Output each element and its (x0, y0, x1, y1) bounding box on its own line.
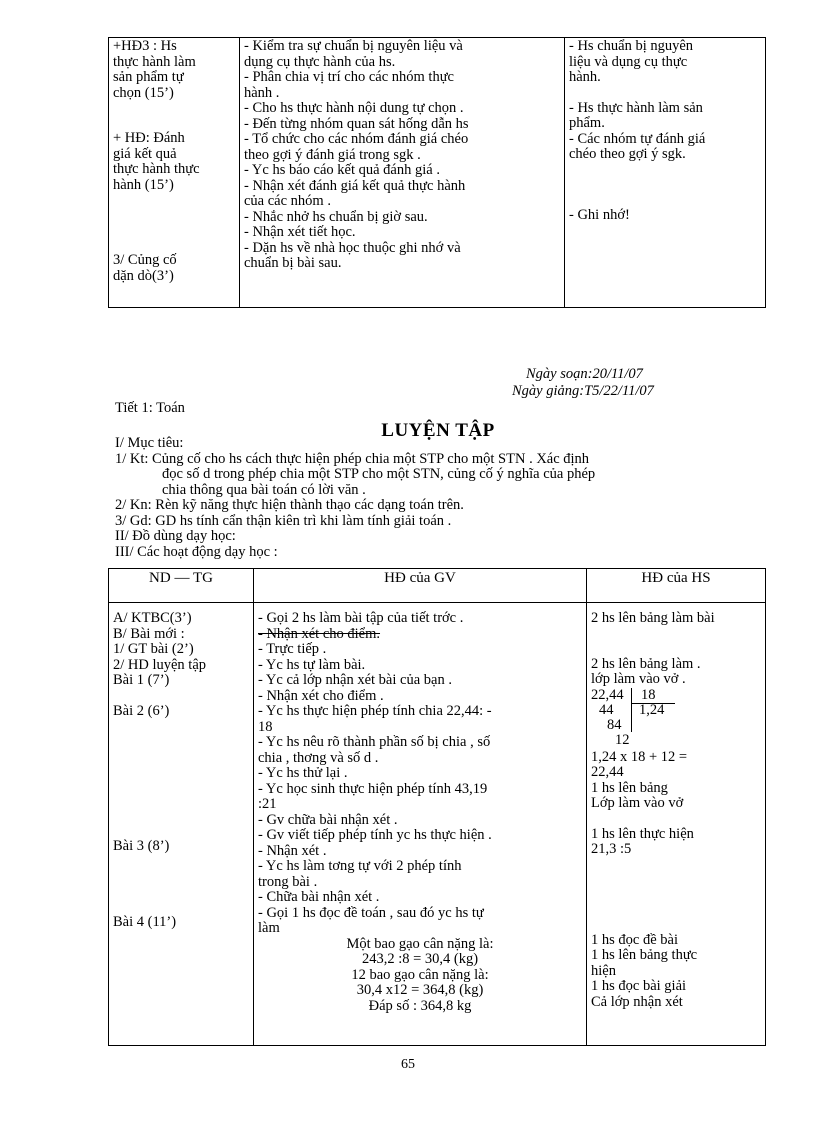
table1-col1 (109, 38, 240, 308)
solution-line: Một bao gạo cân nặng là: (346, 935, 494, 952)
table2-col1 (109, 603, 254, 1046)
t2-c2-line: 18 (258, 718, 273, 735)
t2-c1-line: 2/ HD luyện tập (113, 656, 207, 673)
t2-c3-line: 21,3 :5 (591, 841, 632, 857)
t2-c1-line: B/ Bài mới : (113, 625, 185, 642)
t1-c2-line: - Nhắc nhở hs chuẩn bị giờ sau. (244, 208, 428, 225)
t1-c1-line: thực hành làm (113, 53, 196, 70)
division-remainder-final: 12 (615, 731, 630, 748)
t2-c3-line: 1 hs đọc bài giải (591, 978, 687, 994)
t2-c1-line: A/ KTBC(3’) (113, 610, 192, 626)
t2-c3-line: 22,44 (591, 764, 624, 780)
t2-c3-line: 1 hs đọc đề bài (591, 931, 678, 948)
t2-c2-line: - Yc cả lớp nhận xét bài của bạn . (258, 672, 452, 688)
t1-c2-line: chuẩn bị bài sau. (244, 255, 342, 271)
t2-c2-line: - Yc hs thực hiện phép tính chia 22,44: - (258, 703, 492, 719)
t1-c3-line: - Hs thực hành làm sản (569, 99, 703, 116)
activities-table-main (108, 568, 766, 1046)
t1-c2-line: - Nhận xét tiết học. (244, 224, 356, 240)
t2-c1-line: 1/ GT bài (2’) (113, 641, 194, 657)
division-divisor: 18 (641, 686, 656, 703)
t2-c3-line: 1,24 x 18 + 12 = (591, 748, 688, 765)
t1-c2-line: - Yc hs báo cáo kết quả đánh giá . (244, 162, 440, 178)
t1-c2-line: - Phân chia vị trí cho các nhóm thực (244, 69, 454, 85)
table2-col3 (587, 603, 766, 1046)
solution-line: 30,4 x12 = 364,8 (kg) (356, 982, 484, 998)
t1-c1-line: 3/ Củng cố (113, 252, 177, 268)
problem-solution (258, 937, 582, 1015)
t2-c1-line: Bài 2 (6’) (113, 702, 170, 719)
header-student: HĐ của HS (587, 569, 766, 603)
table2-col2 (254, 603, 587, 1046)
t1-c2-line: - Cho hs thực hành nội dung tự chọn . (244, 100, 464, 116)
t1-c2-line: - Kiểm tra sự chuẩn bị nguyên liệu và (244, 38, 463, 54)
activities-table-top (108, 37, 766, 308)
long-division (591, 688, 761, 750)
t2-c2-line: - Trực tiếp . (258, 641, 327, 657)
division-vertical-line (631, 688, 632, 732)
t2-c2-line: làm (258, 920, 280, 936)
t2-c2-line: - Yc hs làm tơng tự với 2 phép tính (258, 858, 462, 874)
t1-c1-line: thực hành thực (113, 161, 200, 177)
t2-c2-line: - Nhận xét . (258, 842, 327, 859)
t1-c2-line: - Dặn hs về nhà học thuộc ghi nhớ và (244, 239, 461, 256)
dates-block (512, 366, 654, 400)
objective-gd: 3/ Gd: GD hs tính cẩn thận kiên trì khi làm tính giải toán . (115, 512, 452, 529)
t1-c1-line: hành (15’) (113, 176, 174, 193)
materials-heading: II/ Đồ dùng dạy học: (115, 528, 236, 544)
t1-c2-line: dụng cụ thực hành của hs. (244, 53, 396, 70)
t2-c2-line: chia , thơng và số d . (258, 749, 379, 766)
header-content-time: ND — TG (109, 569, 254, 603)
table1-col2 (240, 38, 565, 308)
table1-col3 (565, 38, 766, 308)
t2-c1-line: Bài 4 (11’) (113, 913, 177, 930)
t2-c3-line: Lớp làm vào vở (591, 795, 684, 811)
t1-c1-line: giá kết quả (113, 145, 177, 162)
t1-c3-line: chéo theo gợi ý sgk. (569, 146, 686, 162)
t2-c3-line: 1 hs lên bảng thực (591, 947, 698, 963)
t1-c2-line: - Đến từng nhóm quan sát hống dẫn hs (244, 115, 469, 132)
t2-c2-line: - Chữa bài nhận xét . (258, 889, 380, 905)
t2-c2-line: trong bài . (258, 873, 318, 890)
solution-line: 243,2 :8 = 30,4 (kg) (361, 951, 479, 967)
t1-c1-line: + HĐ: Đánh (113, 130, 185, 146)
t2-c3-line: 1 hs lên thực hiện (591, 825, 694, 842)
t2-c3-line: hiện (591, 962, 616, 979)
lesson-title: LUYỆN TẬP (381, 420, 495, 441)
t1-c3-line: - Các nhóm tự đánh giá (569, 130, 706, 147)
division-quotient: 1,24 (639, 701, 665, 718)
activities-heading: III/ Các hoạt động dạy học : (115, 543, 278, 560)
t1-c1-line: chọn (15’) (113, 84, 174, 101)
t2-c3-line: lớp làm vào vở . (591, 671, 686, 687)
t2-c2-line: - Nhận xét cho điểm. (258, 625, 381, 642)
objectives-heading: I/ Mục tiêu: (115, 435, 184, 451)
t1-c1-line: dặn dò(3’) (113, 267, 174, 284)
t1-c2-line: - Tổ chức cho các nhóm đánh giá chéo (244, 131, 469, 147)
t1-c2-line: của các nhóm . (244, 193, 331, 209)
division-dividend: 22,44 (591, 686, 624, 703)
t1-c3-line: hành. (569, 69, 601, 85)
t1-c2-line: theo gợi ý đánh giá trong sgk . (244, 146, 421, 163)
t2-c2-line: - Nhận xét cho điểm . (258, 687, 384, 704)
objective-kn: 2/ Kn: Rèn kỹ năng thực hiện thành thạo các dạng toán trên. (115, 497, 464, 513)
lesson-period: Tiết 1: Toán (115, 400, 185, 416)
t2-c2-line: - Gọi 1 hs đọc đề toán , sau đó yc hs tự (258, 904, 484, 921)
objective-kt-2: đọc số d trong phép chia một STP cho một STN, củng cố ý nghĩa của phép (162, 466, 596, 482)
t2-c3-line: 2 hs lên bảng làm . (591, 655, 701, 672)
header-teacher: HĐ của GV (254, 569, 587, 603)
date-giang: Ngày giảng:T5/22/11/07 (512, 383, 654, 399)
t2-c3-line: 2 hs lên bảng làm bài (591, 610, 715, 626)
objectives (115, 436, 595, 560)
t1-c3-line: - Hs chuẩn bị nguyên (569, 38, 694, 54)
t2-c2-line: - Yc hs nêu rõ thành phần số bị chia , số (258, 734, 491, 750)
division-remainder-2: 84 (607, 716, 622, 733)
t1-c3-line: liệu và dụng cụ thực (569, 53, 688, 70)
t2-c2-line: - Gv viết tiếp phép tính yc hs thực hiện . (258, 827, 492, 843)
solution-line: 12 bao gạo cân nặng là: (351, 966, 489, 983)
date-soan: Ngày soạn:20/11/07 (526, 366, 643, 382)
t1-c3-line: - Ghi nhớ! (569, 206, 630, 223)
t2-c2-line: - Gv chữa bài nhận xét . (258, 811, 398, 828)
t2-c2-line: - Gọi 2 hs làm bài tập của tiết trớc . (258, 610, 464, 626)
t2-c2-line: - Yc hs tự làm bài. (258, 656, 366, 673)
t2-c1-line: Bài 3 (8’) (113, 838, 170, 854)
t2-c1-line: Bài 1 (7’) (113, 672, 170, 688)
t2-c2-line: - Yc học sinh thực hiện phép tính 43,19 (258, 780, 488, 797)
t1-c3-line: phẩm. (569, 115, 605, 131)
page-number: 65 (401, 1057, 415, 1072)
objective-kt-1: 1/ Kt: Củng cố cho hs cách thực hiện phép chia một STP cho một STN . Xác định (115, 450, 590, 467)
t2-c3-line: Cả lớp nhận xét (591, 993, 683, 1010)
t2-c2-line: :21 (258, 796, 277, 812)
objective-kt-3: chia thông qua bài toán có lời văn . (162, 481, 366, 498)
t2-c3-line: 1 hs lên bảng (591, 779, 668, 796)
t2-c2-line: - Yc hs thử lại . (258, 765, 348, 781)
division-remainder-1: 44 (599, 701, 614, 718)
t1-c1-line: +HĐ3 : Hs (113, 38, 177, 54)
t1-c2-line: - Nhận xét đánh giá kết quả thực hành (244, 177, 466, 194)
t1-c2-line: hành . (244, 84, 280, 101)
t1-c1-line: sản phẩm tự (113, 69, 184, 85)
solution-line: Đáp số : 364,8 kg (368, 997, 472, 1014)
